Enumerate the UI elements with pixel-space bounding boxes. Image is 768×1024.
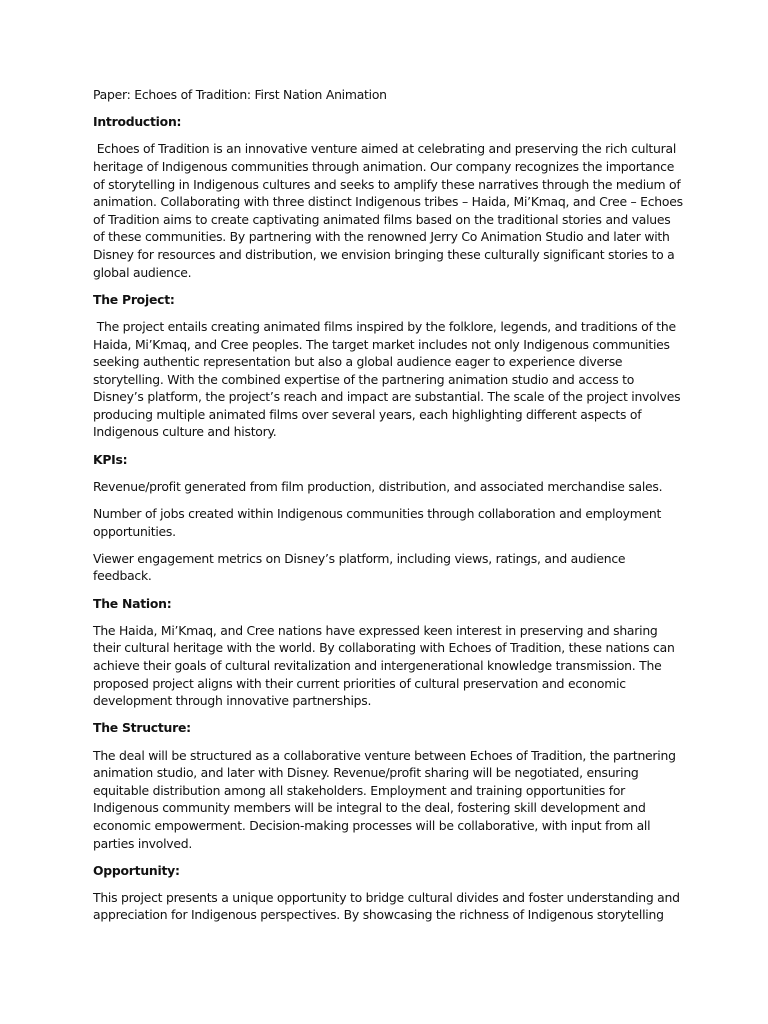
kpi-paragraph: Revenue/profit generated from film production, distribution, and associated merchandise sales. (93, 478, 663, 494)
section-heading: The Project: (93, 291, 175, 307)
section-heading: Introduction: (93, 114, 182, 130)
section-paragraph: Echoes of Tradition is an innovative venture aimed at celebrating and preserving the rich cultural heritage of Indigenous communities through animation. Our company recognizes the importance of storytelling in Indigenous cultures and seeks to amplify these narratives through the medium of animation. Collaborating with three distinct Indigenous tribes – Haida, Mi’Kmaq, and Cree – Echoes of Tradition aims to create captivating animated films based on the traditional stories and values of these communities. By partnering with the renowned Jerry Co Animation Studio and later with Disney for resources and distribution, we envision bringing these culturally significant stories to a global audience. (93, 141, 687, 280)
section-paragraph: The Haida, Mi’Kmaq, and Cree nations have expressed keen interest in preserving and sharing their cultural heritage with the world. By collaborating with Echoes of Tradition, these nations can achieve their goals of cultural revitalization and intergenerational knowledge transmission. The proposed project aligns with their current priorities of cultural preservation and economic development through innovative partnerships. (93, 622, 675, 709)
document-page (93, 86, 687, 934)
section-heading: Opportunity: (93, 862, 180, 878)
kpi-paragraph: Viewer engagement metrics on Disney’s platform, including views, ratings, and audience feedback. (93, 550, 626, 584)
section-kpis (93, 451, 683, 585)
document-title: Paper: Echoes of Tradition: First Nation Animation (93, 87, 387, 102)
section-heading: The Nation: (93, 595, 172, 611)
section-heading: The Structure: (93, 720, 191, 736)
kpi-paragraph: Number of jobs created within Indigenous communities through collaboration and employment opportunities. (93, 506, 662, 539)
section-the-structure (93, 719, 683, 852)
section-introduction (93, 113, 687, 281)
section-paragraph: This project presents a unique opportunity to bridge cultural divides and foster understanding and appreciation for Indigenous perspectives. By showcasing the richness of Indigenous storytelling (93, 889, 680, 923)
section-paragraph: The project entails creating animated films inspired by the folklore, legends, and traditions of the Haida, Mi’Kmaq, and Cree peoples. The target market includes not only Indigenous communities seeking authentic representation but also a global audience eager to experience diverse storytelling. With the combined expertise of the partnering animation studio and access to Disney’s platform, the project’s reach and impact are substantial. The scale of the project involves producing multiple animated films over several years, each highlighting different aspects of Indigenous culture and history. (93, 318, 685, 440)
section-the-nation (93, 595, 683, 710)
section-the-project (93, 291, 683, 441)
section-paragraph: The deal will be structured as a collaborative venture between Echoes of Tradition, the partnering animation studio, and later with Disney. Revenue/profit sharing will be negotiated, ensuring equitable distribution among all stakeholders. Employment and training opportunities for Indigenous community members will be integral to the deal, fostering skill development and economic empowerment. Decision-making processes will be collaborative, with input from all parties involved. (93, 747, 676, 851)
section-opportunity (93, 862, 683, 924)
section-heading: KPIs: (93, 451, 128, 467)
